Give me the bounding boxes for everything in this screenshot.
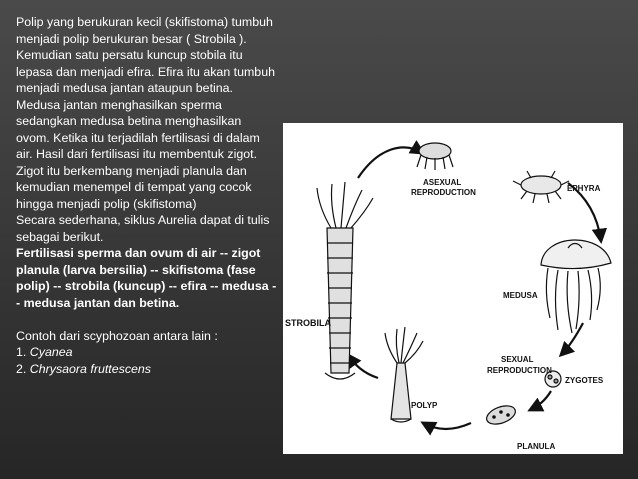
examples-intro: Contoh dari scyphozoan antara lain : xyxy=(16,328,218,343)
life-cycle-diagram xyxy=(283,123,623,454)
summary-intro: Secara sederhana, siklus Aurelia dapat di tulis sebagai berikut. xyxy=(16,213,270,244)
strobila-label: STROBILA xyxy=(285,318,331,328)
example-item xyxy=(16,361,278,378)
sexual-label-line1: SEXUAL xyxy=(501,355,534,364)
example-item xyxy=(16,344,278,361)
ephyra-icon xyxy=(513,171,569,203)
example-name: Cyanea xyxy=(29,345,73,359)
polyp-label: POLYP xyxy=(411,401,438,410)
asexual-label-line2: REPRODUCTION xyxy=(411,188,476,197)
arrow-strobila-to-ephyra xyxy=(358,147,423,178)
description-paragraph: Polip yang berukuran kecil (skifistoma) tumbuh menjadi polip berukuran besar ( Strobila ). Kemudian satu persatu kuncup stobila itu lepasa dan menjadi efira. Efira itu akan tumbuh menjadi medusa jantan ataupun betina. Medusa jantan menghasilkan sperma sedangkan medusa betina menghasilkan ovom. Ketika itu terjadilah fertilisasi di dalam air. Hasil dari fertilisasi itu membentuk zigot. Zigot itu berkembang menjadi planula dan kemudian menempel di tempat yang cocok hingga menjadi polip (skifistoma) xyxy=(16,15,275,211)
medusa-icon xyxy=(541,240,611,333)
arrow-medusa-to-zygotes xyxy=(561,323,583,355)
example-number: 1. xyxy=(16,345,27,359)
arrow-zygotes-to-planula xyxy=(530,391,551,410)
planula-label: PLANULA xyxy=(517,442,556,451)
zygotes-label: ZYGOTES xyxy=(565,376,604,385)
asexual-label-line1: ASEXUAL xyxy=(423,178,462,187)
arrow-planula-to-polyp xyxy=(423,423,471,429)
strobila-icon xyxy=(317,182,373,379)
ephyra-label: EPHYRA xyxy=(567,184,601,193)
sexual-label-line2: REPRODUCTION xyxy=(487,366,552,375)
ephyra-top-icon xyxy=(417,143,453,170)
spacer xyxy=(16,311,278,328)
slide-text xyxy=(16,14,278,377)
example-name: Chrysaora fruttescens xyxy=(29,361,151,376)
cycle-summary: Fertilisasi sperma dan ovum di air -- zigot planula (larva bersilia) -- skifistoma (fase polip) -- strobila (kuncup) -- efira -- medusa -- medusa jantan dan betina. xyxy=(16,246,277,310)
medusa-label: MEDUSA xyxy=(503,291,538,300)
planula-icon xyxy=(484,402,518,427)
example-number: 2. xyxy=(16,361,27,376)
aurelia-life-cycle-figure xyxy=(283,123,623,454)
